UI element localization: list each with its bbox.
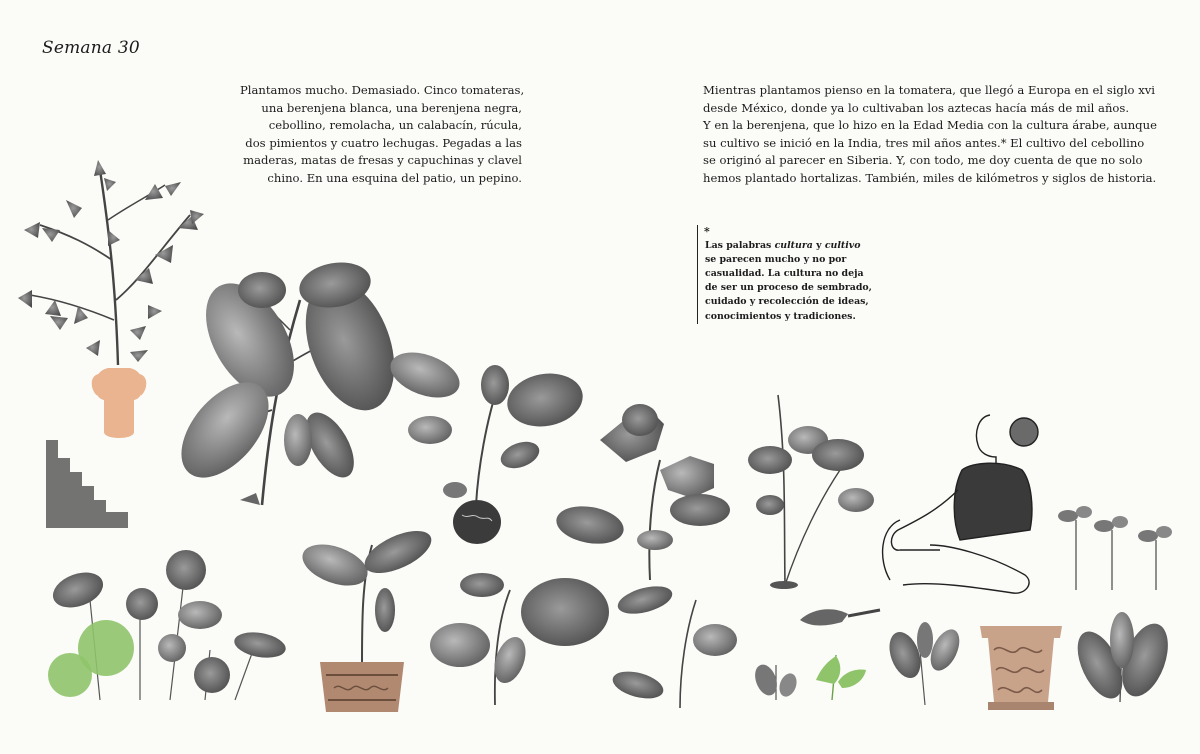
right-paragraph-line: hemos plantado hortalizas. También, miles de kilómetros y siglos de historia. [703,170,1157,185]
footnote-line: cuidado y recolección de ideas, [705,296,869,308]
footnote-line: de ser un proceso de sembrado, [705,282,872,294]
footnote-text: y [812,240,825,252]
footnote-line: conocimientos y tradiciones. [705,310,856,322]
woman-gardener-illustration [883,415,1038,593]
lettuce-illustration [1068,612,1176,705]
page-title: Semana 30 [42,38,140,58]
nasturtium-plants-illustration [48,550,288,700]
sprouts-illustration [1058,506,1172,590]
left-paragraph-line: cebollino, remolacha, un calabacín, rúcula, [268,118,522,133]
left-paragraph-line: Plantamos mucho. Demasiado. Cinco tomateras, [240,83,525,97]
beetroot-plant-illustration [884,622,966,705]
left-paragraph-line: una berenjena blanca, una berenjena negra, [261,100,522,115]
eggplant-plant-illustration [164,257,410,505]
right-paragraph-line: desde México, donde ya lo cultivaban los aztecas hacía más de mil años. [703,100,1130,115]
lettuce-seedlings-illustration [751,655,866,700]
right-paragraph-line: Y en la berenjena, que lo hizo en la Edad Media con la cultura árabe, aunque [703,118,1157,133]
potted-plant-illustration [297,522,437,712]
left-paragraph-line: maderas, matas de fresas y capuchinas y clavel [243,153,522,168]
cucumber-plant-illustration [430,573,609,705]
left-paragraph-line: dos pimientos y cuatro lechugas. Pegadas a las [245,135,522,150]
footnote-word-cultivo: cultivo [824,240,861,252]
tomato-plant-illustration [18,160,204,438]
footnote-line: casualidad. La cultura no deja [705,268,864,280]
corinthian-capital-illustration [980,626,1062,710]
seedling-rootball-illustration [384,344,587,544]
left-paragraph-line: chino. En una esquina del patio, un pepino. [267,170,522,185]
footnote-word-cultura: cultura [774,240,813,252]
footnote-marker: * [704,225,710,238]
right-paragraph-line: su cultivo se inició en la India, tres mil años antes.* El cultivo del cebollino [703,135,1145,150]
strawberry-plant-illustration [748,395,874,589]
right-paragraph-line: Mientras plantamos pienso en la tomatera, que llegó a Europa en el siglo xvi [703,83,1156,97]
footnote-line: se parecen mucho y no por [705,254,847,266]
zucchini-plant-illustration [553,404,730,580]
right-paragraph-line: se originó al parecer en Siberia. Y, con todo, me doy cuenta de que no solo [703,153,1143,168]
stairs-illustration [46,440,128,528]
footnote-text: Las palabras [705,240,775,252]
leafy-plant-illustration [610,581,737,708]
trowel-illustration [800,609,880,625]
